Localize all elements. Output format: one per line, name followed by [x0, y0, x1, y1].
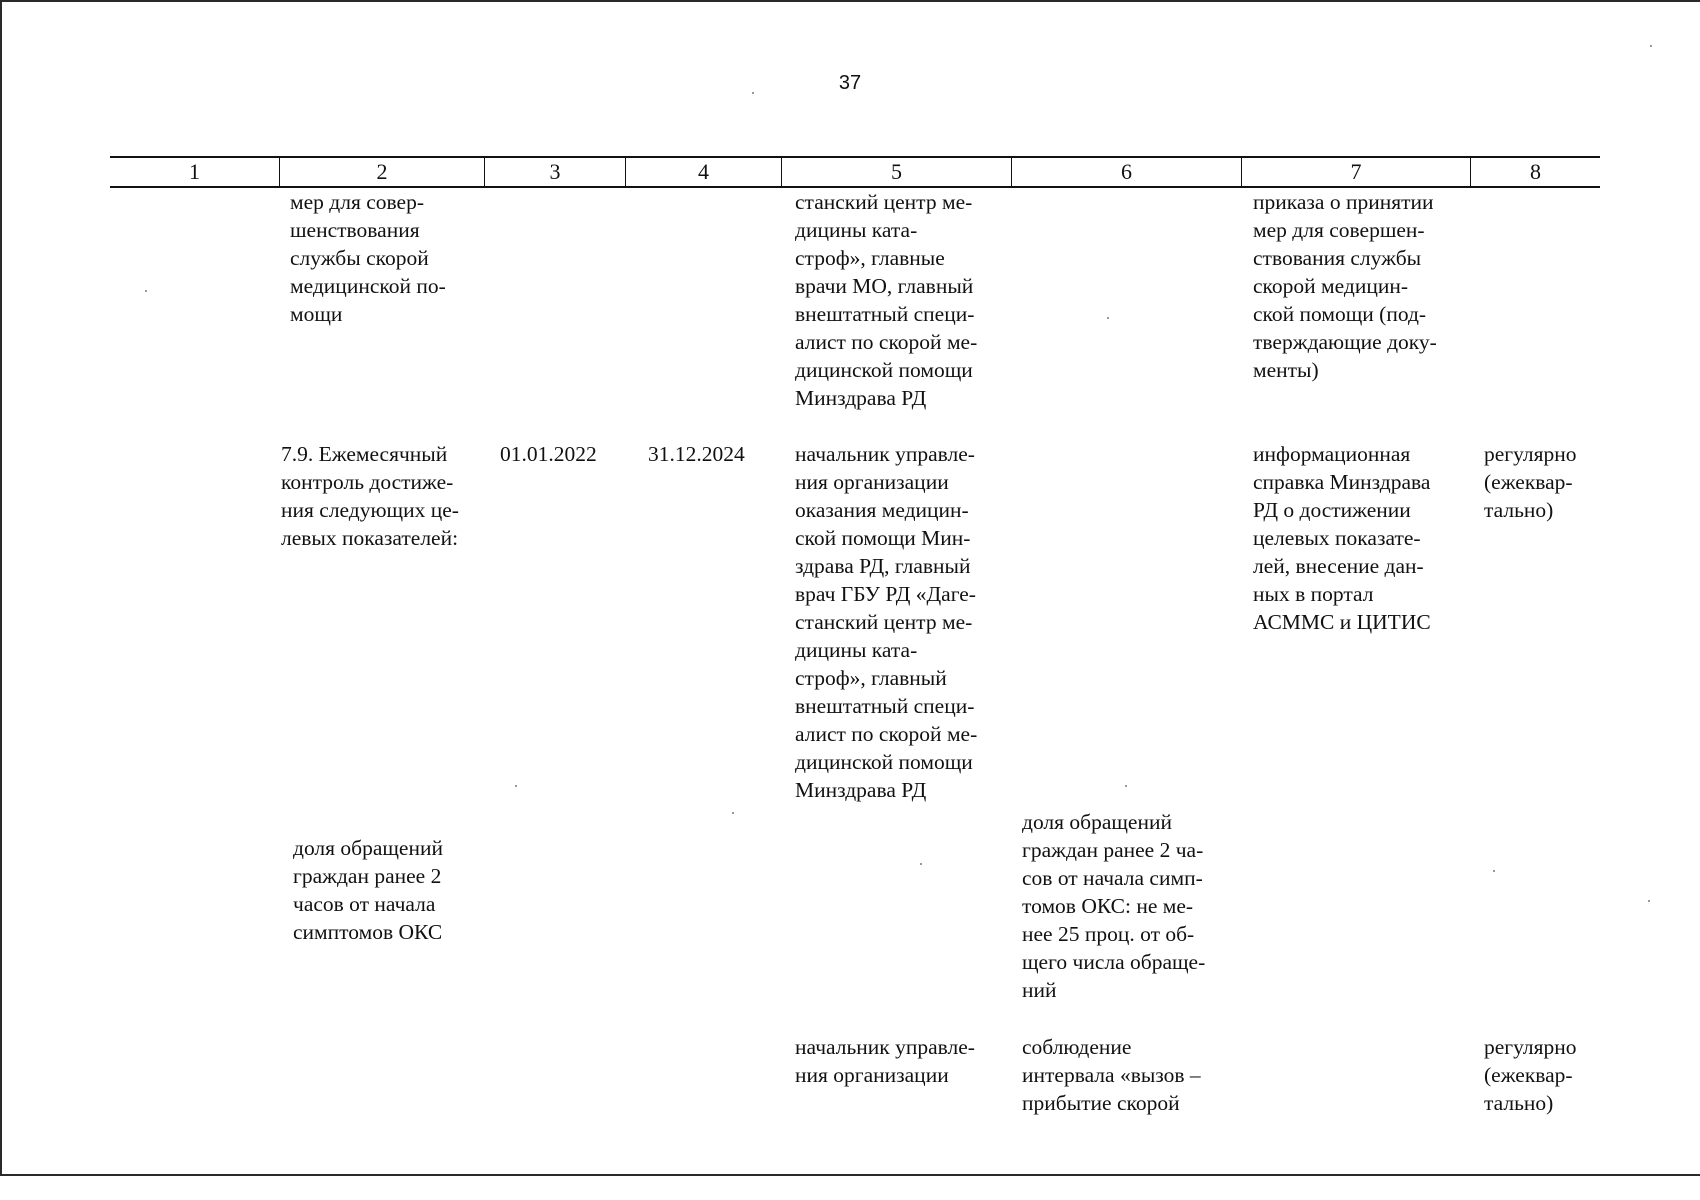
table-cell: доля обращений граждан ранее 2 часов от начала симптомов ОКС — [293, 836, 443, 944]
column-header-8: 8 — [1530, 159, 1541, 184]
scan-speck — [752, 92, 754, 94]
column-header-7: 7 — [1350, 159, 1362, 184]
scan-speck — [1493, 870, 1495, 872]
table-cell: 7.9. Ежемесячный контроль достиже- ния следующих це- левых показателей: — [281, 442, 459, 550]
table-cell: 01.01.2022 — [500, 442, 597, 466]
scan-speck — [920, 863, 922, 865]
table-cell: 31.12.2024 — [648, 442, 745, 466]
scan-speck — [1125, 785, 1127, 787]
scan-speck — [732, 812, 734, 814]
scan-speck — [1650, 45, 1652, 47]
column-header-6: 6 — [1121, 159, 1132, 184]
table-cell: станский центр ме- дицины ката- строф», главные врачи МО, главный внештатный специ- алист по скорой ме- дицинской помощи Минздрава РД — [795, 190, 978, 410]
page-left-edge — [0, 0, 2, 1176]
table-cell: регулярно (ежеквар- тально) — [1484, 442, 1577, 522]
column-header-4: 4 — [698, 159, 709, 184]
column-header-5: 5 — [891, 159, 902, 184]
table-cell: мер для совер- шенствования службы скорой медицинской по- мощи — [290, 190, 446, 326]
table-cell: начальник управле- ния организации оказания медицин- ской помощи Мин- здрава РД, главный врач ГБУ РД «Даге- станский центр ме- дицины ката- строф», главный внештатный специ- алист по скорой ме- дицинской помощи Минздрава РД — [795, 442, 978, 802]
column-header-3: 3 — [549, 159, 561, 184]
table-cell: регулярно (ежеквар- тально) — [1484, 1035, 1577, 1115]
scan-speck — [1648, 900, 1650, 902]
table-cell: начальник управле- ния организации — [795, 1035, 975, 1087]
column-header-1: 1 — [189, 159, 200, 184]
column-header-2: 2 — [376, 159, 388, 184]
scan-speck — [1107, 317, 1109, 319]
page-bottom-edge — [0, 1174, 1700, 1176]
table-cell: доля обращений граждан ранее 2 ча- сов от начала симп- томов ОКС: не ме- нее 25 проц. от об- щего числа обраще- ний — [1022, 810, 1206, 1002]
table-cell: приказа о принятии мер для совершен- ствования службы скорой медицин- ской помощи (под- тверждающие доку- менты) — [1253, 190, 1437, 382]
table-cell: соблюдение интервала «вызов – прибытие скорой — [1022, 1035, 1201, 1115]
table-cell: информационная справка Минздрава РД о достижении целевых показате- лей, внесение дан- ных в портал АСММС и ЦИТИС — [1253, 442, 1431, 634]
page-number: 37 — [838, 72, 862, 94]
scan-speck — [145, 290, 147, 292]
scan-speck — [515, 785, 517, 787]
page-top-edge — [0, 0, 1700, 2]
